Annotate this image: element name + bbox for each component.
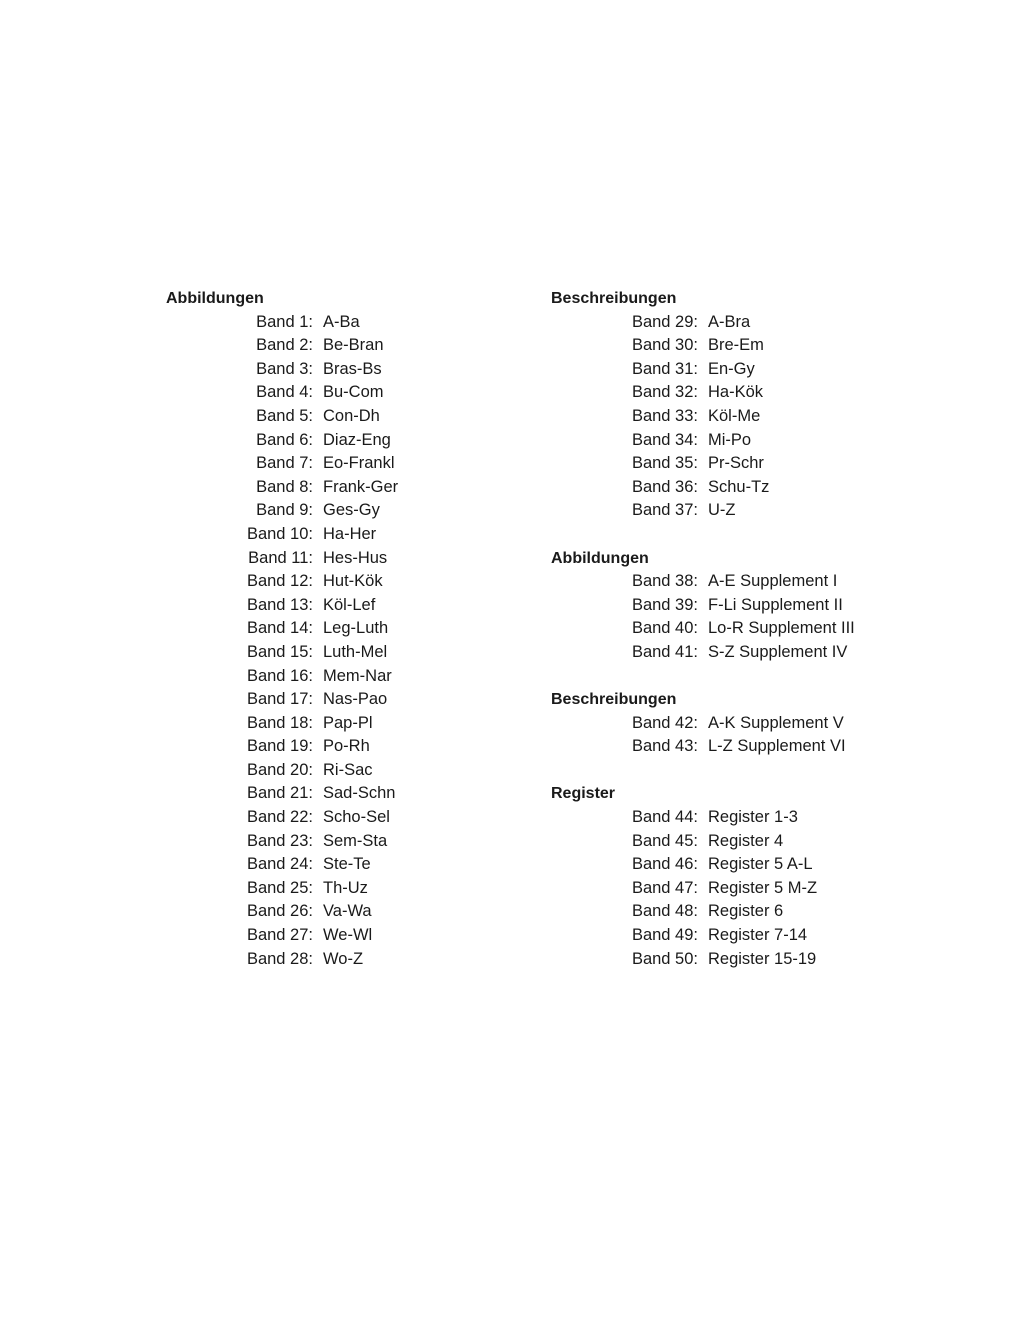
volume-range: Register 1-3 — [708, 808, 798, 827]
volume-entry — [166, 830, 506, 854]
volume-number: Band 26: — [246, 902, 313, 921]
volume-entry — [551, 806, 911, 830]
volume-entry — [551, 429, 911, 453]
volume-number: Band 41: — [631, 642, 698, 661]
volume-entry — [166, 452, 506, 476]
volume-number: Band 32: — [631, 383, 698, 402]
volume-range: Register 7-14 — [708, 926, 808, 945]
volume-number: Band 36: — [631, 477, 698, 496]
volume-range: Bre-Em — [708, 336, 764, 355]
volume-number: Band 27: — [246, 926, 313, 945]
volume-section — [551, 547, 911, 665]
volume-number: Band 42: — [631, 713, 698, 732]
volume-range: Hut-Kök — [323, 572, 383, 591]
volume-entry — [166, 570, 506, 594]
volume-range: Be-Bran — [323, 336, 384, 355]
volume-range: Leg-Luth — [323, 619, 389, 638]
volume-range: Va-Wa — [323, 902, 372, 921]
volume-number: Band 28: — [246, 949, 313, 968]
volume-number: Band 46: — [631, 855, 698, 874]
volume-range: Register 15-19 — [708, 949, 817, 968]
volume-range: Eo-Frankl — [323, 454, 395, 473]
volume-entry — [166, 334, 506, 358]
volume-number: Band 7: — [256, 454, 313, 473]
volume-number: Band 30: — [631, 336, 698, 355]
volume-number: Band 13: — [246, 595, 313, 614]
volume-range: We-Wl — [323, 926, 373, 945]
volume-entry — [166, 594, 506, 618]
volume-entry — [166, 617, 506, 641]
volume-range: Pr-Schr — [708, 454, 764, 473]
volume-section — [551, 688, 911, 759]
volume-entry — [166, 924, 506, 948]
volume-range: Sad-Schn — [323, 784, 396, 803]
volume-number: Band 44: — [631, 808, 698, 827]
volume-range: Bu-Com — [323, 383, 384, 402]
volume-entry — [166, 712, 506, 736]
volume-section — [551, 287, 911, 523]
volume-number: Band 22: — [246, 808, 313, 827]
section-heading: Register — [551, 785, 616, 803]
volume-section — [166, 287, 506, 971]
volume-entry — [551, 948, 911, 972]
volume-number: Band 34: — [631, 430, 698, 449]
volume-entry — [551, 830, 911, 854]
volume-range: Register 5 M-Z — [708, 878, 818, 897]
volume-range: Lo-R Supplement III — [708, 619, 855, 638]
volume-entry — [166, 405, 506, 429]
volume-entry — [166, 358, 506, 382]
volume-range: En-Gy — [708, 359, 755, 378]
volume-range: Köl-Me — [708, 406, 761, 425]
volume-entry — [551, 853, 911, 877]
volume-entry — [166, 759, 506, 783]
volume-number: Band 49: — [631, 926, 698, 945]
volume-entry — [166, 547, 506, 571]
volume-number: Band 6: — [256, 430, 313, 449]
volume-number: Band 1: — [256, 312, 313, 331]
volume-number: Band 25: — [246, 878, 313, 897]
volume-number: Band 33: — [631, 406, 698, 425]
volume-entry — [551, 499, 911, 523]
volume-number: Band 18: — [246, 713, 313, 732]
volume-entry — [551, 476, 911, 500]
section-heading: Beschreibungen — [551, 691, 677, 709]
volume-entry — [551, 617, 911, 641]
volume-number: Band 3: — [256, 359, 313, 378]
volume-range: Register 6 — [708, 902, 784, 921]
volume-number: Band 16: — [246, 666, 313, 685]
volume-range: Ri-Sac — [323, 760, 373, 779]
volume-entry — [551, 900, 911, 924]
volume-number: Band 11: — [248, 548, 313, 567]
volume-number: Band 5: — [256, 406, 313, 425]
volume-entry — [166, 311, 506, 335]
volume-number: Band 20: — [246, 760, 313, 779]
volume-range: Register 5 A-L — [708, 855, 813, 874]
volume-entry — [551, 452, 911, 476]
volume-number: Band 29: — [631, 312, 698, 331]
volume-entry — [551, 712, 911, 736]
volume-range: Scho-Sel — [323, 808, 390, 827]
volume-range: Frank-Ger — [323, 477, 399, 496]
volume-range: Ste-Te — [323, 855, 371, 874]
volume-range: F-Li Supplement II — [708, 595, 843, 614]
volume-range: Bras-Bs — [323, 359, 382, 378]
volume-range: U-Z — [708, 501, 736, 520]
volume-number: Band 39: — [631, 595, 698, 614]
volume-entry — [166, 523, 506, 547]
volume-entry — [166, 735, 506, 759]
volume-range: Th-Uz — [323, 878, 368, 897]
volume-entry — [551, 877, 911, 901]
volume-entry — [166, 381, 506, 405]
volume-entry — [551, 570, 911, 594]
volume-number: Band 15: — [246, 642, 313, 661]
volume-range: A-K Supplement V — [708, 713, 844, 732]
volume-number: Band 48: — [631, 902, 698, 921]
volume-number: Band 31: — [631, 359, 698, 378]
volume-range: Mi-Po — [708, 430, 752, 449]
volume-range: Luth-Mel — [323, 642, 388, 661]
volume-number: Band 37: — [631, 501, 698, 520]
volume-range: Po-Rh — [323, 737, 370, 756]
section-heading: Abbildungen — [551, 549, 649, 567]
volume-range: L-Z Supplement VI — [708, 737, 846, 756]
volume-entry — [166, 688, 506, 712]
right-column — [551, 287, 911, 971]
volume-number: Band 4: — [256, 383, 313, 402]
volume-number: Band 14: — [246, 619, 313, 638]
volume-number: Band 35: — [631, 454, 698, 473]
volume-entry — [166, 877, 506, 901]
volume-number: Band 9: — [256, 501, 313, 520]
volume-range: A-E Supplement I — [708, 572, 838, 591]
volume-entry — [551, 358, 911, 382]
volume-number: Band 23: — [246, 831, 313, 850]
volume-entry — [166, 948, 506, 972]
volume-entry — [166, 782, 506, 806]
volume-number: Band 47: — [631, 878, 698, 897]
volume-number: Band 24: — [246, 855, 313, 874]
volume-number: Band 40: — [631, 619, 698, 638]
volume-range: Nas-Pao — [323, 690, 388, 709]
volume-entry — [166, 806, 506, 830]
volume-range: Ges-Gy — [323, 501, 380, 520]
volume-number: Band 50: — [631, 949, 698, 968]
volume-entry — [551, 735, 911, 759]
volume-number: Band 8: — [256, 477, 313, 496]
volume-entry — [551, 381, 911, 405]
volume-number: Band 21: — [246, 784, 313, 803]
volume-number: Band 38: — [631, 572, 698, 591]
volume-entry — [166, 499, 506, 523]
volume-entry — [166, 429, 506, 453]
volume-range: Mem-Nar — [323, 666, 392, 685]
volume-entry — [551, 334, 911, 358]
volume-number: Band 17: — [246, 690, 313, 709]
volume-range: Con-Dh — [323, 406, 380, 425]
volume-number: Band 19: — [246, 737, 313, 756]
volume-entry — [551, 405, 911, 429]
volume-range: A-Ba — [323, 312, 360, 331]
volume-number: Band 10: — [246, 524, 313, 543]
volume-range: Hes-Hus — [323, 548, 388, 567]
volume-range: Ha-Kök — [708, 383, 764, 402]
volume-number: Band 2: — [256, 336, 313, 355]
volume-number: Band 12: — [246, 572, 313, 591]
volume-section — [551, 782, 911, 971]
section-heading: Abbildungen — [166, 290, 264, 307]
left-column — [166, 287, 506, 971]
volume-entry — [166, 665, 506, 689]
volume-entry — [551, 594, 911, 618]
volume-range: Köl-Lef — [323, 595, 376, 614]
volume-entry — [551, 924, 911, 948]
volume-entry — [166, 641, 506, 665]
volume-entry — [166, 476, 506, 500]
volume-entry — [551, 641, 911, 665]
volume-range: Sem-Sta — [323, 831, 388, 850]
volume-number: Band 45: — [631, 831, 698, 850]
volume-range: Ha-Her — [323, 524, 377, 543]
volume-entry — [551, 311, 911, 335]
volume-number: Band 43: — [631, 737, 698, 756]
volume-entry — [166, 853, 506, 877]
volume-range: Pap-Pl — [323, 713, 373, 732]
volume-range: Register 4 — [708, 831, 784, 850]
volume-entry — [166, 900, 506, 924]
volume-range: Wo-Z — [323, 949, 364, 968]
volume-range: A-Bra — [708, 312, 751, 331]
volume-range: Diaz-Eng — [323, 430, 391, 449]
section-heading: Beschreibungen — [551, 290, 677, 307]
volume-range: Schu-Tz — [708, 477, 770, 496]
volume-range: S-Z Supplement IV — [708, 642, 848, 661]
